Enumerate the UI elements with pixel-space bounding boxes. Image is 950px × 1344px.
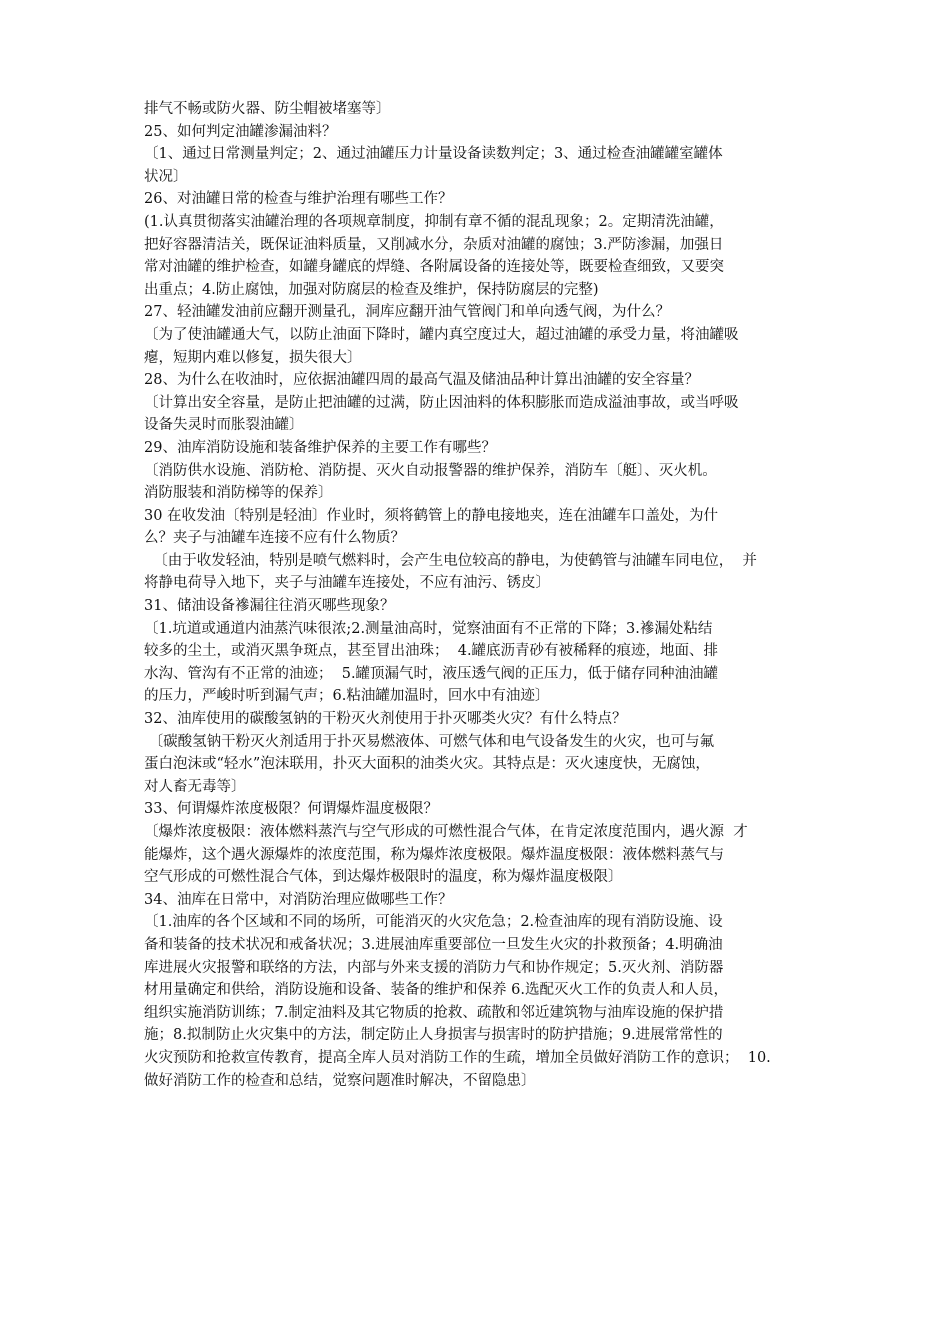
question-heading: 30 在收发油〔特别是轻油〕作业时，须将鹤管上的静电接地夹，连在油罐车口盖处，为什 xyxy=(144,507,719,524)
answer-line: 〔爆炸浓度极限：液体燃料蒸汽与空气形成的可燃性混合气体，在肯定浓度范围内，遇火源 才 xyxy=(144,824,748,840)
answer-line: 状况〕 xyxy=(144,168,188,185)
answer-line: 空气形成的可燃性混合气体，到达爆炸极限时的温度，称为爆炸温度极限〕 xyxy=(144,869,623,886)
answer-line: 把好容器清洁关，既保证油料质量，又削减水分，杂质对油罐的腐蚀；3.严防渗漏，加强日 xyxy=(144,236,724,253)
answer-line: 施；8.拟制防止火灾集中的方法，制定防止人身损害与损害时的防护措施；9.进展常常性的 xyxy=(144,1027,723,1044)
answer-line: 〔为了使油罐通大气，以防止油面下降时，罐内真空度过大，超过油罐的承受力量，将油罐吸 xyxy=(144,326,739,343)
answer-line: 的压力，严峻时听到漏气声；6.粘油罐加温时，回水中有油迹〕 xyxy=(144,688,550,705)
question-heading: 28、为什么在收油时，应依据油罐四周的最高气温及储油品种计算出油罐的安全容量？ xyxy=(144,372,699,389)
question-heading: 27、轻油罐发油前应翻开测量孔，洞库应翻开油气管阀门和单向透气阀，为什么？ xyxy=(144,304,670,321)
answer-line: 水沟、管沟有不正常的油迹； 5.罐顶漏气时，液压透气阀的正压力，低于储存同种油油罐 xyxy=(144,665,719,682)
question-heading: 29、油库消防设施和装备维护保养的主要工作有哪些？ xyxy=(144,439,496,456)
answer-line: 出重点；4.防止腐蚀，加强对防腐层的检查及维护，保持防腐层的完整) xyxy=(144,281,599,298)
answer-line: 〔1.坑道或通道内油蒸汽味很浓;2.测量油高时，觉察油面有不正常的下降；3.襂漏处粘结 xyxy=(144,620,713,637)
answer-line: 〔1、通过日常测量判定；2、通过油罐压力计量设备读数判定；3、通过检查油罐罐室罐体 xyxy=(144,146,723,163)
answer-line: 〔计算出安全容量，是防止把油罐的过满，防止因油料的体积膨胀而造成溢油事故，或当呼吸 xyxy=(144,394,739,411)
answer-line: 备和装备的技术状况和戒备状况；3.进展油库重要部位一旦发生火灾的扑救预备；4.明确油 xyxy=(144,936,723,953)
question-heading: 33、何谓爆炸浓度极限？何谓爆炸温度极限？ xyxy=(144,801,438,818)
answer-line: 设备失灵时而胀裂油罐〕 xyxy=(144,417,304,434)
answer-line: 常对油罐的维护检查，如罐身罐底的焊缝、各附属设备的连接处等，既要检查细致，又要突 xyxy=(144,259,724,276)
answer-line: 库进展火灾报警和联络的方法，内部与外来支援的消防力气和协作规定；5.灭火剂、消防器 xyxy=(144,959,724,976)
answer-line: (1.认真贯彻落实油罐治理的各项规章制度，抑制有章不循的混乱现象；2。定期清洗油罐， xyxy=(144,213,724,230)
question-heading: 31、储油设备襂漏往往消灭哪些现象？ xyxy=(144,598,395,615)
answer-line: 对人畜无毒等〕 xyxy=(144,778,246,795)
answer-line: 做好消防工作的检查和总结，觉察问题准时解决，不留隐患〕 xyxy=(144,1072,536,1089)
question-heading: 32、油库使用的碳酸氢钠的干粉灭火剂使用于扑灭哪类火灾？有什么特点？ xyxy=(144,711,627,728)
question-heading: 25、如何判定油罐渗漏油料？ xyxy=(144,123,337,140)
answer-line: 〔1.油库的各个区域和不同的场所，可能消灭的火灾危急；2.检查油库的现有消防设施、设 xyxy=(144,914,723,931)
answer-line: 组织实施消防训练；7.制定油料及其它物质的抢救、疏散和邻近建筑物与油库设施的保护措 xyxy=(144,1004,724,1021)
answer-line: 将静电荷导入地下，夹子与油罐车连接处，不应有油污、锈皮〕 xyxy=(144,575,550,592)
answer-line: 较多的尘土，或消灭黑争斑点，甚至冒出油珠； 4.罐底沥青砂有被稀释的痕迹，地面、排 xyxy=(144,643,719,660)
answer-line: 〔由于收发轻油，特别是喷气燃料时，会产生电位较高的静电，为使鹤管与油罐车同电位， 并 xyxy=(144,552,757,569)
answer-line: 瘪，短期内难以修复，损失很大〕 xyxy=(144,349,362,366)
text-line: 排气不畅或防火器、防尘帽被堵塞等〕 xyxy=(144,101,391,117)
answer-line: 〔消防供水设施、消防枪、消防提、灭火自动报警器的维护保养，消防车〔艇〕、灭火机。 xyxy=(144,462,717,479)
answer-line: 火灾预防和抢救宣传教育，提高全库人员对消防工作的生疏，增加全员做好消防工作的意识； 10. xyxy=(144,1049,771,1066)
document-body xyxy=(144,98,816,1092)
answer-line: 能爆炸，这个遇火源爆炸的浓度范围，称为爆炸浓度极限。爆炸温度极限：液体燃料蒸气与 xyxy=(144,846,724,863)
question-heading: 34、油库在日常中，对消防治理应做哪些工作？ xyxy=(144,891,453,908)
question-heading: 么？夹子与油罐车连接不应有什么物质？ xyxy=(144,530,405,547)
question-heading: 26、对油罐日常的检查与维护治理有哪些工作？ xyxy=(144,191,453,208)
answer-line: 消防服装和消防梯等的保养〕 xyxy=(144,485,333,502)
answer-line: 〔碳酸氢钠干粉灭火剂适用于扑灭易燃液体、可燃气体和电气设备发生的火灾，也可与氟 xyxy=(144,733,715,750)
answer-line: 蛋白泡沫或“轻水”泡沫联用，扑灭大面积的油类火灾。其特点是：灭火速度快，无腐蚀， xyxy=(144,756,710,773)
answer-line: 材用量确定和供给，消防设施和设备、装备的维护和保养 6.选配灭火工作的负责人和人员， xyxy=(144,982,728,999)
